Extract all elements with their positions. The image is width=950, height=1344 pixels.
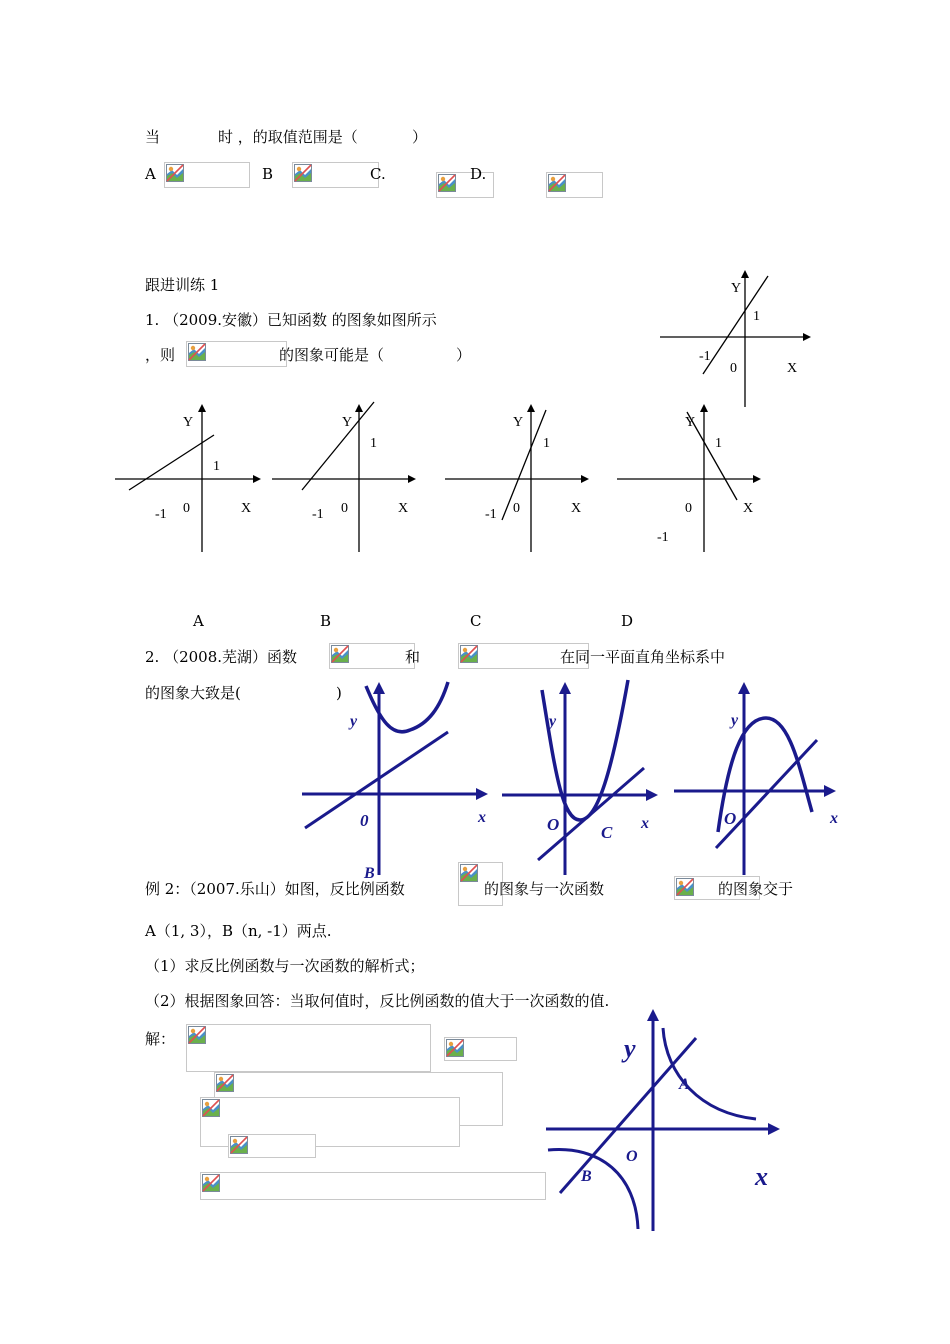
choice-letter-d: D bbox=[621, 612, 634, 630]
solution-label: 解： bbox=[145, 1030, 176, 1048]
q2-line2: 的图象大致是( bbox=[145, 684, 241, 702]
q1-choice-graph-a bbox=[115, 400, 265, 555]
q1-text: 1. （2009.安徽）已知函数 的图象如图所示 bbox=[145, 311, 437, 329]
option-a-label: A bbox=[145, 165, 156, 183]
axis-y-label: Y bbox=[513, 415, 524, 430]
graph-origin-label: O bbox=[626, 1148, 638, 1165]
axis-y-label: Y bbox=[731, 281, 742, 296]
graph-y-label: y bbox=[350, 713, 358, 730]
axis-x-label: X bbox=[571, 501, 582, 516]
q1-choice-graph-d bbox=[617, 400, 767, 555]
broken-image-icon bbox=[438, 174, 456, 192]
line1-prefix: 当 bbox=[145, 128, 161, 146]
choice-letter-a: A bbox=[193, 612, 204, 630]
broken-image-icon bbox=[548, 174, 566, 192]
example2-prefix: 例 2：（2007.乐山）如图，反比例函数 bbox=[145, 880, 405, 898]
graph-y-label: y bbox=[731, 712, 739, 729]
graph-y-label: y bbox=[624, 1034, 636, 1063]
choice-letter-c: C bbox=[470, 612, 482, 630]
q1-line2-prefix: ，则 bbox=[145, 346, 176, 364]
formula-image-b bbox=[292, 162, 379, 188]
graph-origin-label: O bbox=[547, 815, 560, 834]
broken-image-icon bbox=[331, 645, 349, 663]
broken-image-icon bbox=[188, 343, 206, 361]
graph-a-label: A bbox=[679, 1076, 690, 1093]
choice-letter-b: B bbox=[320, 612, 332, 630]
axis-x-label: X bbox=[398, 501, 409, 516]
option-b-label: B bbox=[262, 165, 274, 183]
q2-graph-3 bbox=[672, 680, 847, 880]
axis-neg-one-label: -1 bbox=[155, 507, 167, 522]
q2-graph-2 bbox=[500, 680, 670, 880]
axis-one-label: 1 bbox=[715, 436, 722, 451]
axis-origin-label: 0 bbox=[341, 501, 348, 516]
broken-image-icon bbox=[166, 164, 184, 182]
formula-image-d bbox=[546, 172, 603, 198]
solution-image-5 bbox=[228, 1134, 316, 1158]
axis-x-label: X bbox=[787, 361, 798, 376]
option-c-label: C. bbox=[370, 165, 386, 183]
axis-one-label: 1 bbox=[753, 309, 760, 324]
broken-image-icon bbox=[202, 1174, 220, 1192]
axis-y-label: Y bbox=[342, 415, 353, 430]
axis-one-label: 1 bbox=[543, 436, 550, 451]
graph-c-label: C bbox=[601, 823, 613, 842]
q1-choice-graph-c bbox=[445, 400, 595, 555]
graph-origin-label: O bbox=[724, 809, 737, 828]
option-d-label: D. bbox=[470, 165, 487, 183]
axis-y-label: Y bbox=[183, 415, 194, 430]
q1-reference-graph bbox=[655, 270, 815, 410]
example2-part2: （2）根据图象回答：当取何值时，反比例函数的值大于一次函数的值. bbox=[145, 992, 610, 1010]
broken-image-icon bbox=[216, 1074, 234, 1092]
graph-x-label: x bbox=[830, 810, 838, 827]
graph-x-label: x bbox=[641, 815, 649, 832]
graph-b-label: B bbox=[364, 865, 375, 882]
q2-text-prefix: 2. （2008.芜湖）函数 bbox=[145, 648, 298, 666]
axis-neg-one-label: -1 bbox=[699, 349, 711, 364]
axis-origin-label: 0 bbox=[183, 501, 190, 516]
q1-line2-close: ） bbox=[456, 346, 472, 364]
graph-y-label: y bbox=[549, 713, 557, 730]
axis-origin-label: 0 bbox=[730, 361, 737, 376]
line1-close: ） bbox=[412, 128, 428, 146]
axis-x-label: X bbox=[241, 501, 252, 516]
broken-image-icon bbox=[676, 878, 694, 896]
axis-y-label: Y bbox=[685, 415, 696, 430]
axis-x-label: X bbox=[743, 501, 754, 516]
broken-image-icon bbox=[446, 1039, 464, 1057]
axis-origin-label: 0 bbox=[685, 501, 692, 516]
example2-part1: （1）求反比例函数与一次函数的解析式； bbox=[145, 957, 425, 975]
broken-image-icon bbox=[460, 645, 478, 663]
q2-and: 和 bbox=[405, 648, 421, 666]
example2-graph bbox=[540, 1005, 800, 1235]
line1-middle: 时 ，的取值范围是（ bbox=[218, 128, 358, 146]
formula-image-q1 bbox=[186, 341, 287, 367]
broken-image-icon bbox=[188, 1026, 206, 1044]
solution-image-6 bbox=[200, 1172, 546, 1200]
example2-mid: 的图象与一次函数 bbox=[484, 880, 605, 898]
broken-image-icon bbox=[230, 1136, 248, 1154]
q2-text-suffix: 在同一平面直角坐标系中 bbox=[560, 648, 726, 666]
axis-neg-one-label: -1 bbox=[657, 530, 669, 545]
q1-line2-suffix: 的图象可能是（ bbox=[279, 346, 385, 364]
axis-neg-one-label: -1 bbox=[312, 507, 324, 522]
q2-line2-close: ) bbox=[336, 684, 342, 702]
broken-image-icon bbox=[294, 164, 312, 182]
graph-origin-label: 0 bbox=[360, 811, 369, 830]
broken-image-icon bbox=[460, 864, 478, 882]
solution-image-2 bbox=[444, 1037, 517, 1061]
graph-b-label: B bbox=[581, 1168, 592, 1185]
graph-x-label: x bbox=[755, 1162, 768, 1191]
solution-image-1 bbox=[186, 1024, 431, 1072]
q2-graph-1 bbox=[300, 680, 500, 880]
example2-suffix: 的图象交于 bbox=[718, 880, 794, 898]
broken-image-icon bbox=[202, 1099, 220, 1117]
formula-image-a bbox=[164, 162, 250, 188]
formula-image-q2-first bbox=[329, 643, 415, 669]
axis-one-label: 1 bbox=[370, 436, 377, 451]
axis-neg-one-label: -1 bbox=[485, 507, 497, 522]
q1-choice-graph-b bbox=[272, 400, 422, 555]
axis-origin-label: 0 bbox=[513, 501, 520, 516]
follow-title: 跟进训练 1 bbox=[145, 276, 220, 294]
axis-one-label: 1 bbox=[213, 459, 220, 474]
graph-x-label: x bbox=[478, 809, 486, 826]
example2-line2: A（1, 3），B（n, -1）两点. bbox=[145, 922, 332, 940]
